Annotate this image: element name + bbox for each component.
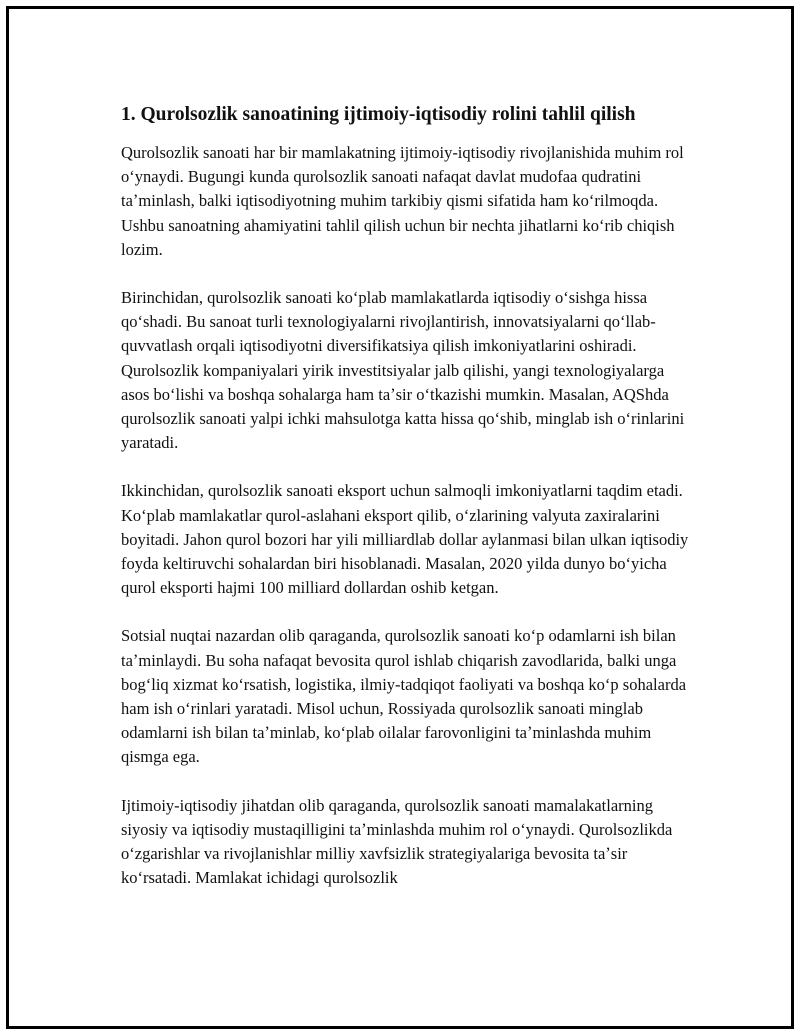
page-frame — [6, 6, 794, 1029]
paragraph-2: Birinchidan, qurolsozlik sanoati koʻplab mamlakatlarda iqtisodiy oʻsishga hissa qoʻshadi. Bu sanoat turli texnologiyalarni rivojlantirish, innovatsiyalarni qoʻllab-quvvatlash orqali iqtisodiyotni diversifikatsiya qilish imkoniyatlarini oshiradi. Qurolsozlik kompaniyalari yirik investitsiyalar jalb qilishi, yangi texnologiyalarga asos boʻlishi va boshqa sohalarga ham taʼsir oʻtkazishi mumkin. Masalan, AQShda qurolsozlik sanoati yalpi ichki mahsulotga katta hissa qoʻshib, minglab ish oʻrinlarini yaratadi. — [121, 288, 685, 453]
paragraph-5: Ijtimoiy-iqtisodiy jihatdan olib qaraganda, qurolsozlik sanoati mamalakatlarning siyosiy va iqtisodiy mustaqilligini taʼminlashda muhim rol oʻynaydi. Qurolsozlikda oʻzgarishlar va rivojlanishlar milliy xavfsizlik strategiyalariga bevosita taʼsir koʻrsatadi. Mamlakat ichidagi qurolsozlik — [121, 795, 673, 888]
document-body — [121, 101, 691, 914]
paragraph-1: Qurolsozlik sanoati har bir mamlakatning ijtimoiy-iqtisodiy rivojlanishida muhim rol oʻynaydi. Bugungi kunda qurolsozlik sanoati nafaqat davlat mudofaa qudratini taʼminlash, balki iqtisodiyotning muhim tarkibiy qismi sifatida ham koʻrilmoqda. Ushbu sanoatning ahamiyatini tahlil qilish uchun bir nechta jihatlarni koʻrib chiqish lozim. — [121, 143, 684, 259]
section-heading: 1. Qurolsozlik sanoatining ijtimoiy-iqtisodiy rolini tahlil qilish — [121, 104, 636, 125]
paragraph-4: Sotsial nuqtai nazardan olib qaraganda, qurolsozlik sanoati koʻp odamlarni ish bilan taʼminlaydi. Bu soha nafaqat bevosita qurol ishlab chiqarish zavodlarida, balki unga bogʻliq xizmat koʻrsatish, logistika, ilmiy-tadqiqot faoliyati va boshqa koʻp sohalarda ham ish oʻrinlari yaratadi. Misol uchun, Rossiyada qurolsozlik sanoati minglab odamlarni ish bilan taʼminlab, koʻplab oilalar farovonligini taʼminlashda muhim qismga ega. — [121, 626, 687, 767]
paragraph-3: Ikkinchidan, qurolsozlik sanoati eksport uchun salmoqli imkoniyatlarni taqdim etadi. Koʻplab mamlakatlar qurol-aslahani eksport qilib, oʻzlarining valyuta zaxiralarini boyitadi. Jahon qurol bozori har yili milliardlab dollar aylanmasi bilan ulkan iqtisodiy foyda keltiruvchi sohalardan biri hisoblanadi. Masalan, 2020 yilda dunyo boʻyicha qurol eksporti hajmi 100 milliard dollardan oshib ketgan. — [121, 481, 689, 598]
